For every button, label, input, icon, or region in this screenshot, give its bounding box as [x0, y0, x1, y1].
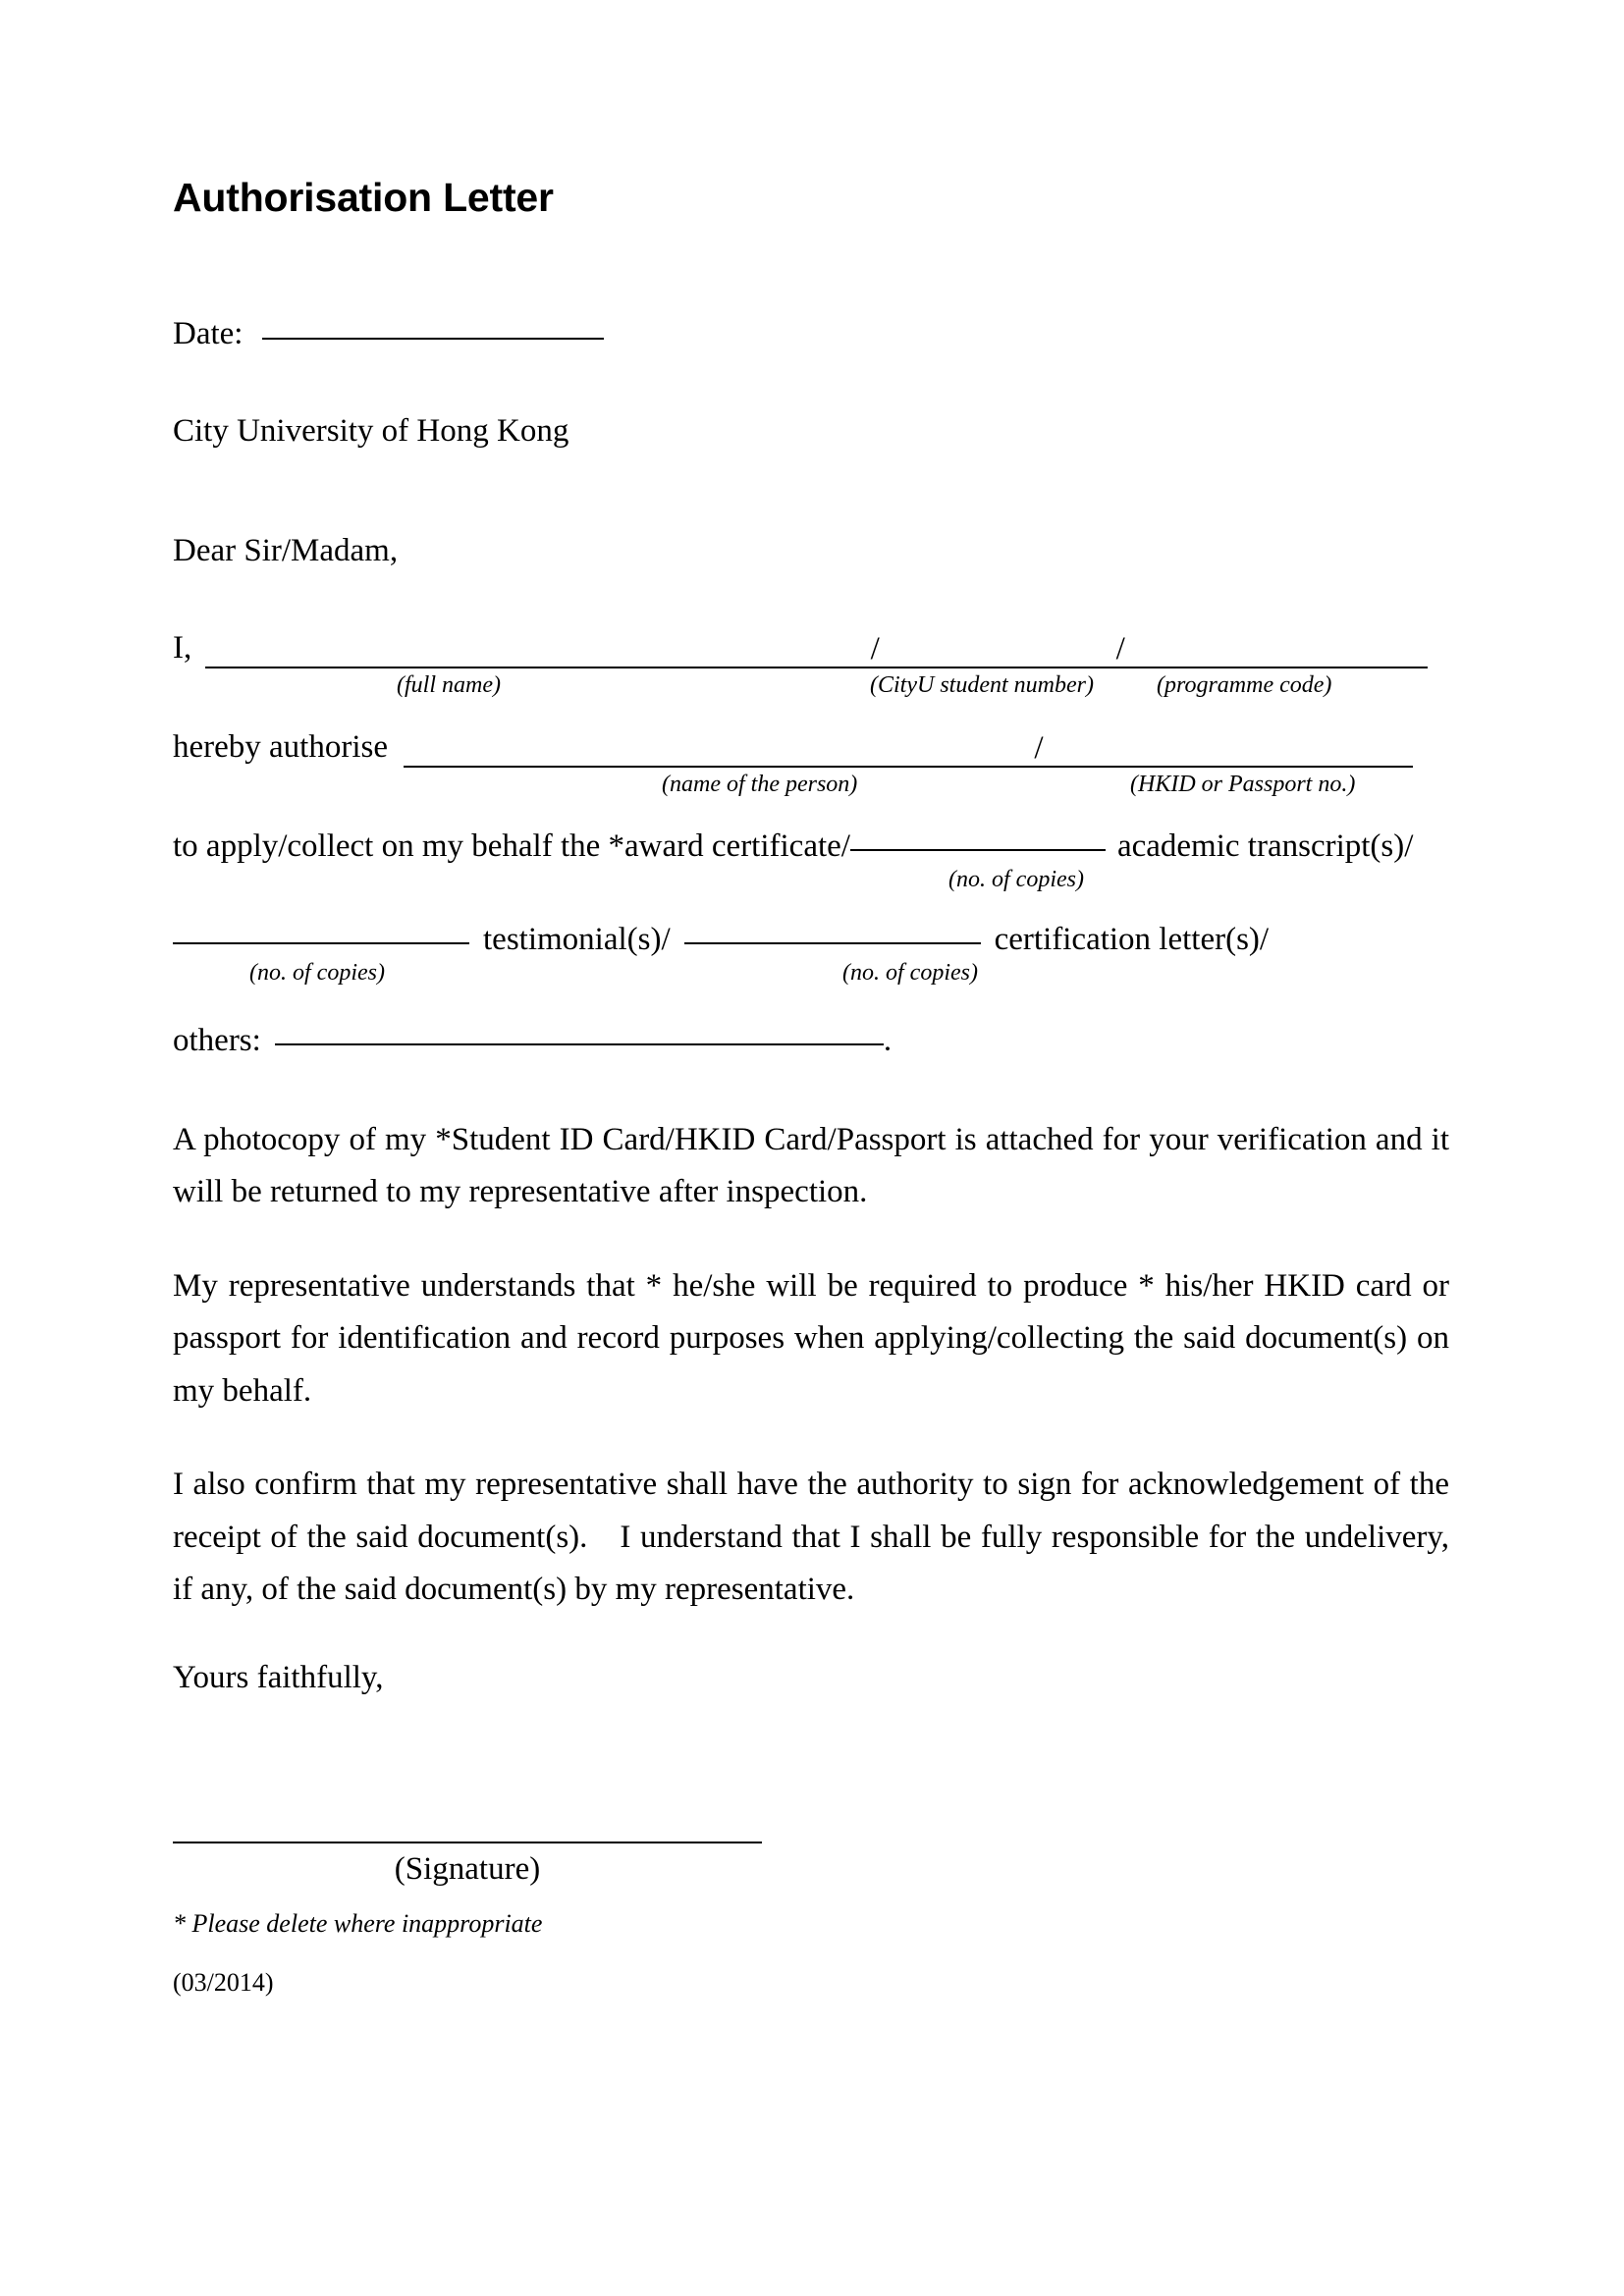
authorise-blanks[interactable]: [404, 732, 1413, 768]
testimonial-label: testimonial(s)/: [483, 922, 671, 957]
signature-caption: (Signature): [394, 1850, 541, 1887]
paragraph-photocopy: A photocopy of my *Student ID Card/HKID Card/Passport is attached for your verification and it will be returned to my representative after inspection.: [173, 1122, 1449, 1210]
paragraph-acknowledgement: I also confirm that my representative shall have the authority to sign for acknowledgement of the receipt of the said document(s). I understand that I shall be fully responsible for the undelivery, if any, of the said document(s) by my representative.: [173, 1467, 1449, 1608]
certification-letter-label: certification letter(s)/: [994, 922, 1270, 957]
closing: Yours faithfully,: [173, 1659, 384, 1695]
others-row: [173, 989, 1449, 1057]
caption-copies-2: (no. of copies): [249, 960, 385, 986]
caption-copies-3: (no. of copies): [842, 960, 978, 986]
request-line-2: [173, 896, 1449, 989]
declarant-field-block: [173, 569, 1449, 702]
page-title: Authorisation Letter: [173, 175, 554, 220]
request-line-2-captions: [173, 956, 1449, 989]
separator-slash-2: /: [1115, 631, 1125, 667]
copies-blank-2[interactable]: [173, 942, 469, 944]
date-blank[interactable]: [262, 338, 604, 340]
copies-blank-1[interactable]: [850, 849, 1106, 851]
separator-slash-3: /: [1034, 730, 1044, 766]
caption-programme-code: (programme code): [1157, 672, 1332, 698]
paragraph-representative-id: My representative understands that * he/she will be required to produce * his/her HKID card or passport for identification and record purposes when applying/collecting the said document(s) on my behalf.: [173, 1267, 1449, 1409]
revision-code: (03/2014): [173, 1967, 274, 1997]
authorise-label: hereby authorise: [173, 729, 388, 765]
request-line-1-text: [173, 830, 1449, 863]
footnote-delete-inappropriate: * Please delete where inappropriate: [173, 1908, 543, 1938]
caption-hkid: (HKID or Passport no.): [1130, 772, 1356, 797]
salutation: Dear Sir/Madam,: [173, 533, 399, 568]
caption-student-number: (CityU student number): [870, 672, 1094, 698]
copies-blank-3[interactable]: [684, 942, 981, 944]
academic-transcript-label: academic transcript(s)/: [1116, 828, 1414, 864]
request-line-2-text: [173, 924, 1449, 956]
others-blank[interactable]: [275, 1043, 884, 1045]
authorise-captions: [173, 768, 1449, 801]
date-row: [173, 221, 1449, 352]
request-line-1-captions: [173, 863, 1449, 896]
caption-person-name: (name of the person): [662, 772, 858, 797]
declarant-captions: [173, 668, 1449, 702]
others-label: others:: [173, 1023, 261, 1058]
document-content: [173, 0, 1449, 1998]
authorise-row: [173, 729, 1449, 768]
declarant-blanks[interactable]: [205, 633, 1428, 668]
signature-block: [173, 1694, 1449, 1888]
declarant-row: [173, 630, 1449, 668]
addressee: City University of Hong Kong: [173, 413, 569, 449]
request-line-1: [173, 801, 1449, 896]
caption-full-name: (full name): [397, 672, 501, 698]
authorise-field-block: [173, 702, 1449, 801]
date-label: Date:: [173, 316, 244, 351]
others-terminator: .: [883, 1023, 893, 1058]
declarant-label: I,: [173, 630, 192, 666]
request-lead: to apply/collect on my behalf the *award certificate/: [173, 828, 850, 864]
caption-copies-1: (no. of copies): [948, 867, 1084, 892]
separator-slash-1: /: [870, 631, 880, 667]
